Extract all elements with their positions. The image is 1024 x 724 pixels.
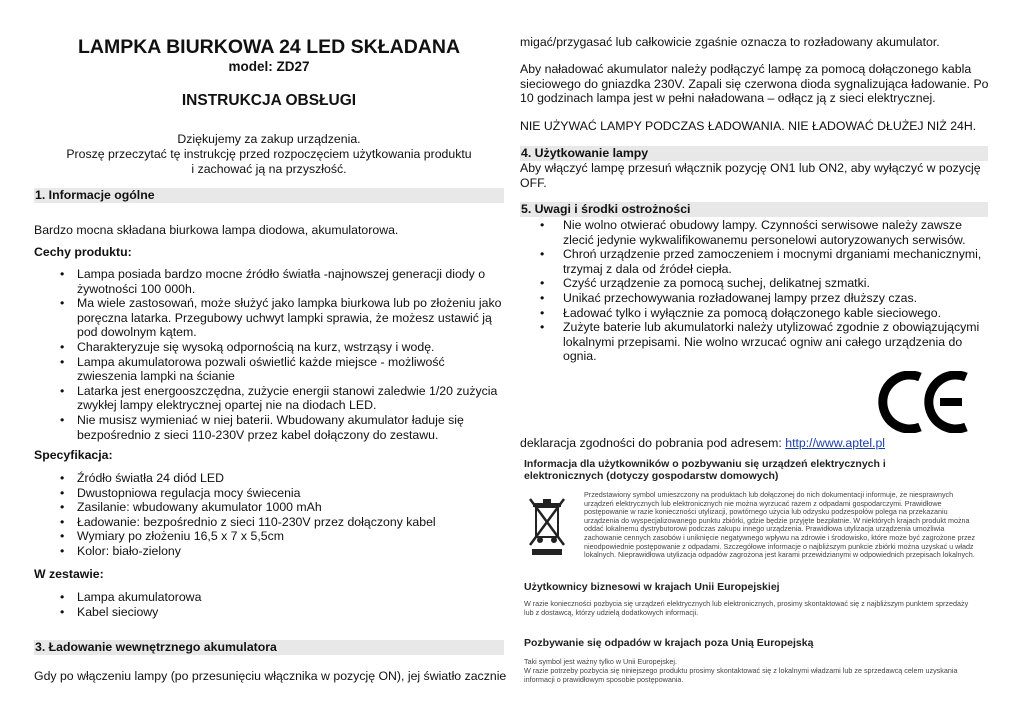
- declaration-line: [520, 436, 990, 451]
- list-item: • Nie musisz wymieniać w niej baterii. Wbudowany akumulator ładuje się bezpośrednio z sieci 110-230V przez kabel dołączony do zestawu.: [34, 413, 504, 442]
- outside-eu-note: Taki symbol jest ważny tylko w Unii Europejskej.: [524, 657, 677, 666]
- list-item: • Zużyte baterie lub akumulatorki należy utylizować zgodnie z obowiązującymi lokalnymi przepisami. Nie wolno wrzucać ogniw ani całego urządzenia do ognia.: [520, 320, 990, 364]
- list-item: • Latarka jest energooszczędna, zużycie energii stanowi zaledwie 1/20 zużycia zwykłej lampy elektrycznej opartej nie na diodach LED.: [34, 384, 504, 413]
- list-item: • Nie wolno otwierać obudowy lampy. Czynności serwisowe należy zawsze zlecić jedynie wykwalifikowanemu personelowi autoryzowanych serwisów.: [520, 218, 990, 247]
- document-title: LAMPKA BIURKOWA 24 LED SKŁADANA: [77, 36, 461, 58]
- charge-continued: migać/przygasać lub całkowicie zgaśnie oznacza to rozładowany akumulator.: [520, 35, 940, 49]
- section-5-heading: 5. Uwagi i środki ostrożności: [520, 202, 988, 217]
- charge-paragraph: Aby naładować akumulator należy podłączyć lampę za pomocą dołączonego kabla sieciowego do gniazdka 230V. Zapali się czerwona dioda sygnalizująca ładowanie. Po 10 godzinach lampa jest w pełni naładowana – odłącz ją z sieci elektrycznej.: [520, 62, 989, 106]
- list-item: • Chroń urządzenie przed zamoczeniem i mocnymi drganiami mechanicznymi, trzymaj z dala od źródeł ciepła.: [520, 247, 990, 276]
- list-item: • Lampa akumulatorowa pozwali oświetlić każde miejsce - możliwość zwieszenia lampki na ścianie: [34, 355, 504, 384]
- list-item: • Charakteryzuje się wysoką odpornością na kurz, wstrząsy i wodę.: [34, 340, 504, 355]
- manual-subtitle: INSTRUKCJA OBSŁUGI: [181, 92, 357, 109]
- thanks-line-2: Proszę przeczytać tę instrukcję przed rozpoczęciem użytkowania produktu: [66, 147, 472, 161]
- section-3-heading: 3. Ładowanie wewnętrznego akumulatora: [34, 640, 504, 655]
- list-item: • Czyść urządzenie za pomocą suchej, delikatnej szmatki.: [520, 276, 990, 291]
- spec-list: [34, 471, 504, 559]
- charge-text: Gdy po włączeniu lampy (po przesunięciu włącznika w pozycję ON), jej światło zacznie: [34, 669, 507, 683]
- thanks-line-3: i zachować ją na przyszłość.: [191, 162, 347, 176]
- set-list: [34, 590, 504, 619]
- list-item: • Dwustopniowa regulacja mocy świecenia: [34, 486, 504, 501]
- list-item: • Lampa posiada bardzo mocne źródło światła -najnowszej generacji diody o żywotności 100 000h.: [34, 267, 504, 296]
- declaration-link[interactable]: http://www.aptel.pl: [785, 436, 886, 450]
- model-number: model: ZD27: [228, 59, 310, 74]
- list-item: • Ma wiele zastosowań, może służyć jako lampka biurkowa lub po złożeniu jako poręczna latarka. Przegubowy uchwyt lampki sprawia, że możesz ustawić ją pod dowolnym kątem.: [34, 296, 504, 340]
- features-list: [34, 267, 504, 442]
- declaration-text: deklaracja zgodności do pobrania pod adresem:: [520, 436, 782, 450]
- list-item: • Ładowanie: bezpośrednio z sieci 110-230V przez dołączony kabel: [34, 515, 504, 530]
- list-item: • Lampa akumulatorowa: [34, 590, 504, 605]
- business-heading: Użytkownicy biznesowi w krajach Unii Europejskiej: [524, 581, 780, 593]
- list-item: • Ładować tylko i wyłącznie za pomocą dołączonego kable sieciowego.: [520, 306, 990, 321]
- outside-eu-body: W razie potrzeby pozbycia się niniejszego produktu prosimy skontaktować się z lokalnymi władzami lub ze sprzedawcą celem uzyskania informacji o prawidłowym sposobie postępowania.: [524, 666, 958, 684]
- ce-mark-icon: [876, 371, 971, 433]
- charge-warning: NIE UŻYWAĆ LAMPY PODCZAS ŁADOWANIA. NIE ŁADOWAĆ DŁUŻEJ NIŻ 24H.: [520, 119, 977, 133]
- crossed-bin-icon: [528, 495, 566, 557]
- list-item: • Zasilanie: wbudowany akumulator 1000 mAh: [34, 500, 504, 515]
- list-item: • Źródło światła 24 diód LED: [34, 471, 504, 486]
- weee-heading: Informacja dla użytkowników o pozbywaniu się urządzeń elektrycznych i elektronicznych (dotyczy gospodarstw domowych): [524, 458, 886, 482]
- intro-text: Bardzo mocna składana biurkowa lampa diodowa, akumulatorowa.: [34, 223, 399, 237]
- spec-heading: Specyfikacja:: [34, 448, 113, 462]
- weee-body: Przedstawiony symbol umieszczony na produktach lub dołączonej do nich dokumentacji informuje, że niesprawnych urządzeń elektrycznych lub elektronicznych nie można wyrzucać razem z odpadami gospodarczymi. Prawidłowe postępowanie w razie konieczności utylizacji, powtórnego użycia lub odzysku podzespołów polega na przekazaniu urządzenia do wyspecjalizowanego punktu zbiórki, gdzie będzie przyjęte bezpłatnie. W niektórych krajach produkt można oddać lokalnemu dystrybutorowi podczas zakupu innego urządzenia. Prawidłowa utylizacja urządzenia umożliwia zachowanie cennych zasobów i uniknięcie negatywnego wpływu na zdrowie i środowisko, które może być zagrożone przez nieodpowiednie postępowanie z odpadami. Szczegółowe informacje o najbliższym punkcie zbiórki można uzyskać u władz lokalnych. Nieprawidłowa utylizacja odpadów zagrożona jest karami przewidzianymi w odpowiednich przepisach lokalnych.: [584, 490, 976, 560]
- notes-list: [520, 218, 990, 364]
- features-heading: Cechy produktu:: [34, 245, 132, 259]
- section-1-heading: 1. Informacje ogólne: [34, 188, 504, 203]
- thanks-line-1: Dziękujemy za zakup urządzenia.: [177, 132, 361, 146]
- list-item: • Unikać przechowywania rozładowanej lampy przez dłuższy czas.: [520, 291, 990, 306]
- weee-info-box: [520, 455, 982, 715]
- set-heading: W zestawie:: [34, 567, 104, 581]
- section-4-heading: 4. Użytkowanie lampy: [520, 146, 988, 161]
- list-item: • Wymiary po złożeniu 16,5 x 7 x 5,5cm: [34, 529, 504, 544]
- outside-eu-heading: Pozbywanie się odpadów w krajach poza Unią Europejską: [524, 637, 814, 649]
- business-body: W razie konieczności pozbycia się urządzeń elektrycznych lub elektronicznych, prosimy skontaktować się z najbliższym punktem sprzedaży lub z dostawcą, którzy udzielą dodatkowych informacji.: [524, 599, 969, 617]
- list-item: • Kolor: biało-zielony: [34, 544, 504, 559]
- usage-text: Aby włączyć lampę przesuń włącznik pozycję ON1 lub ON2, aby wyłączyć w pozycję OFF.: [520, 161, 981, 190]
- list-item: • Kabel sieciowy: [34, 605, 504, 620]
